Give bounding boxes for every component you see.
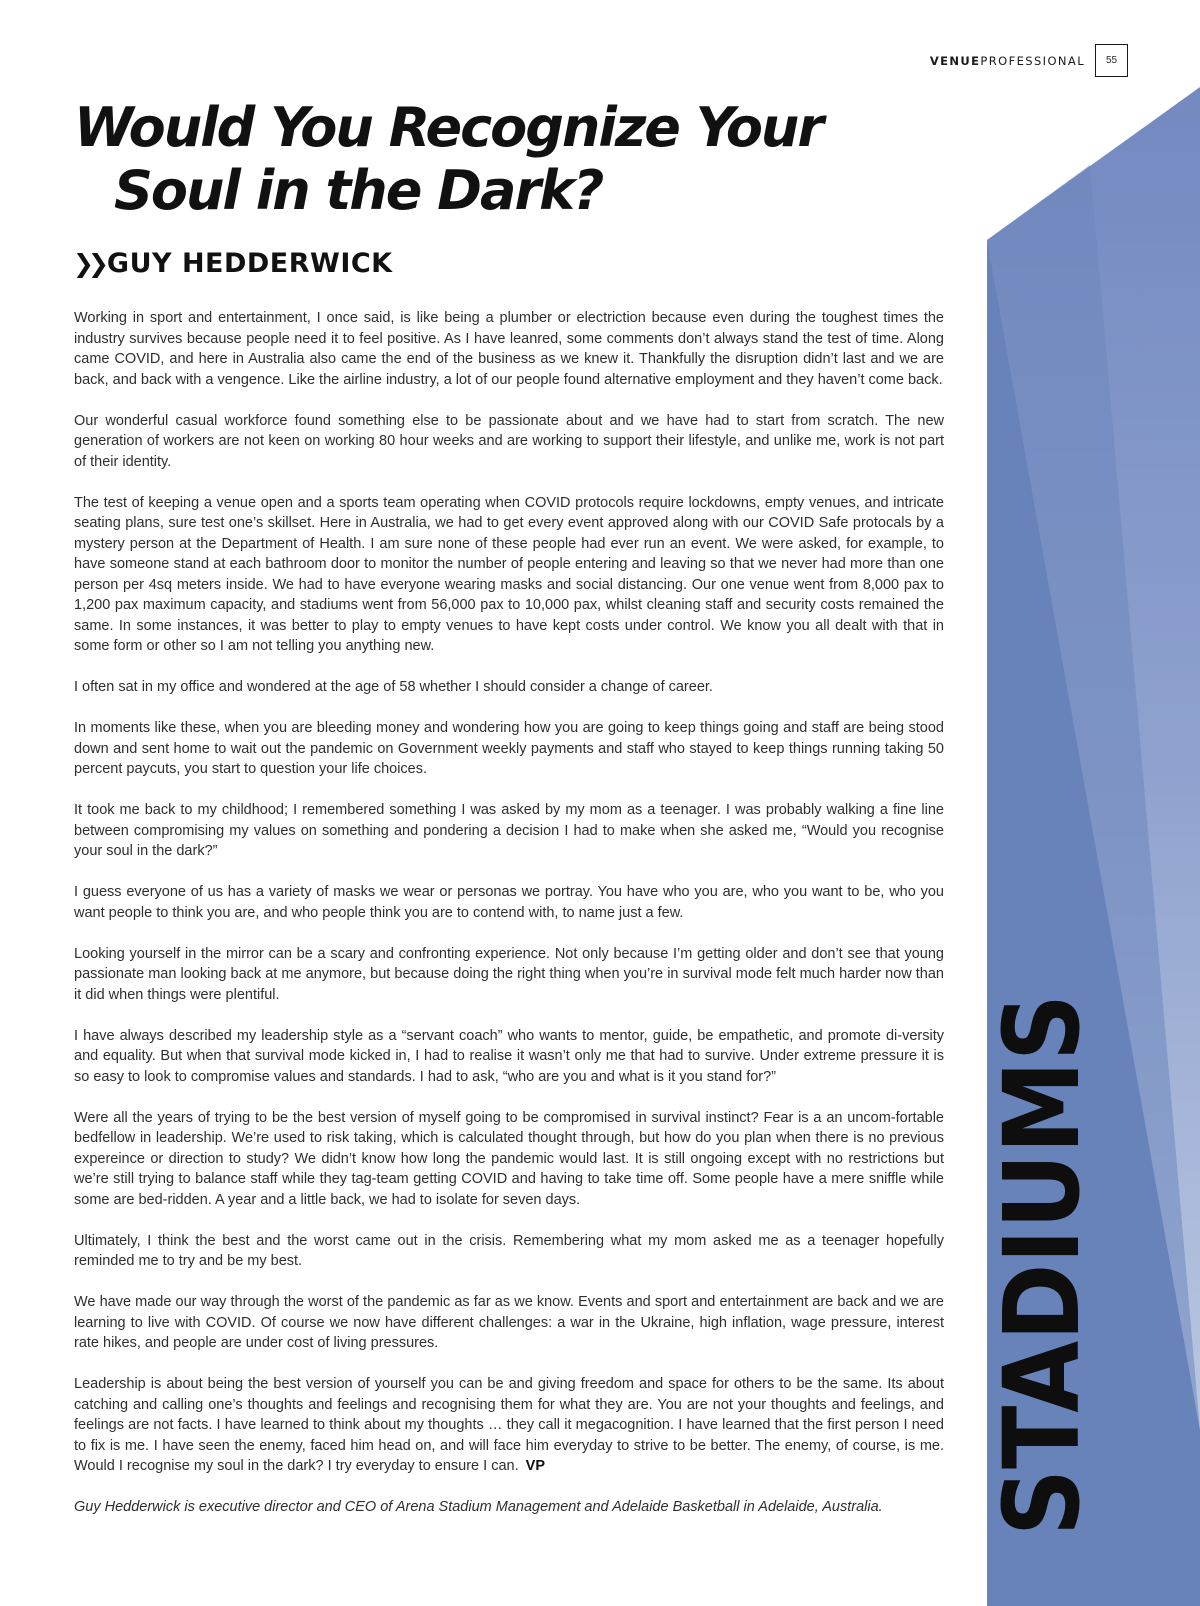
byline	[73, 248, 393, 279]
final-paragraph	[74, 1374, 944, 1477]
article-title	[74, 96, 822, 222]
paragraph: In moments like these, when you are bleeding money and wondering how you are going to keep things going and staff are being stood down and sent home to wait out the pandemic on Government weekly payments and staff who stayed to keep things running taking 50 percent paycuts, you start to question your life choices.	[74, 720, 944, 777]
title-line-1: Would You Recognize Your	[74, 96, 822, 159]
title-line-2: Soul in the Dark?	[114, 159, 603, 222]
page-header	[930, 44, 1128, 77]
final-paragraph-text: Leadership is about being the best version of yourself you can be and giving freedom and space for others to be the same. Its about catching and calling one’s thoughts and feelings and recognising them for what they are. You are not your thoughts and feelings, and feelings are not facts. I have learned to think about my thoughts … they call it megacognition. I have learned that the first person I need to fix is me. I have seen the enemy, faced him head on, and will face him everyday to strive to be better. The enemy, of course, is me. Would I recognise my soul in the dark? I try everyday to ensure I can.	[74, 1376, 944, 1474]
paragraph: I guess everyone of us has a variety of masks we wear or personas we portray. You have who you are, who you want to be, who you want people to think you are, and who people think you are to contend with, to name just a few.	[74, 884, 944, 921]
magazine-brand: VENUEPROFESSIONAL	[929, 53, 1085, 68]
paragraph: Working in sport and entertainment, I once said, is like being a plumber or electriction because even during the toughest times the industry survives because people need it to feel positive. As I have leanred, some comments don’t always stand the test of time. Along came COVID, and here in Australia also came the end of the business as we knew it. Thankfully the disruption didn’t last and we are back, and back with a vengence. Like the airline industry, a lot of our people found alternative employment and they haven’t come back.	[74, 310, 944, 388]
paragraph: It took me back to my childhood; I remembered something I was asked by my mom as a teenager. I was probably walking a fine line between compromising my values on something and pondering a decision I had to make when she asked me, “Would you recognise your soul in the dark?”	[74, 802, 944, 859]
paragraph: Ultimately, I think the best and the worst came out in the crisis. Remembering what my mom asked me as a teenager hopefully reminded me to try and be my best.	[74, 1232, 944, 1269]
author-bio: Guy Hedderwick is executive director and CEO of Arena Stadium Management and Adelaide Basketball in Adelaide, Australia.	[74, 1499, 883, 1515]
paragraph: Were all the years of trying to be the best version of myself going to be compromised in survival instinct? Fear is a an uncom-fortable bedfellow in leadership. We’re used to risk taking, which is calculated thought through, but how do you plan when there is no previous expereince or direction to study? We didn’t know how long the pandemic would last. It is still ongoing except with no restrictions but we’re still trying to balance staff while they tag-team getting COVID and having to take time off. Some people have a mere sniffle while some are bed-ridden. A year and a little back, we had to isolate for seven days.	[74, 1109, 944, 1208]
paragraph: We have made our way through the worst of the pandemic as far as we know. Events and sport and entertainment are back and we are learning to live with COVID. Of course we now have different challenges: a war in the Ukraine, high inflation, wage pressure, interest rate hikes, and people are under cost of living pressures.	[74, 1294, 944, 1351]
double-chevron-icon: ❯❯	[73, 249, 103, 278]
paragraph: I have always described my leadership style as a “servant coach” who wants to mentor, guide, be empathetic, and promote di-versity and equality. But when that survival mode kicked in, I had to realise it wasn’t only me that had to survive. Under extreme pressure it is so easy to look to compromise values and standards. I had to ask, “who are you and what is it you stand for?”	[74, 1027, 944, 1085]
end-mark: VP	[525, 1458, 545, 1474]
paragraph: I often sat in my office and wondered at the age of 58 whether I should consider a change of career.	[74, 679, 713, 695]
paragraph: The test of keeping a venue open and a sports team operating when COVID protocols require lockdowns, empty venues, and intricate seating plans, sure test one’s skillset. Here in Australia, we had to get every event approved along with our COVID Safe protocals by a mystery person at the Department of Health. I am sure none of these people had ever run an event. We were asked, for example, to have someone stand at each bathroom door to monitor the number of people entering and leaving so that we never had more than one person per 4sq meters inside. We had to have everyone wearing masks and social distancing. Our one venue went from 8,000 pax to 1,200 pax maximum capacity, and stadiums went from 56,000 pax to 10,000 pax, whilst cleaning staff and security costs remained the same. In some instances, it was better to play to empty venues to have kept costs under control. We know you all dealt with that in some form or other so I am not telling you anything new.	[74, 494, 944, 654]
paragraph: Looking yourself in the mirror can be a scary and confronting experience. Not only because I’m getting older and don’t see that young passionate man looking back at me anymore, but because doing the right thing when you’re in survival mode felt much harder now than it did when things were plentiful.	[74, 945, 944, 1003]
page-number: 55	[1095, 44, 1128, 77]
paragraph: Our wonderful casual workforce found something else to be passionate about and we have had to start from scratch. The new generation of workers are not keen on working 80 hour weeks and are working to support their lifestyle, and unlike me, work is not part of their identity.	[74, 412, 944, 470]
article-body	[74, 308, 944, 1538]
author-name: GUY HEDDERWICK	[106, 248, 393, 279]
section-label: STADIUMS	[981, 929, 1103, 1536]
